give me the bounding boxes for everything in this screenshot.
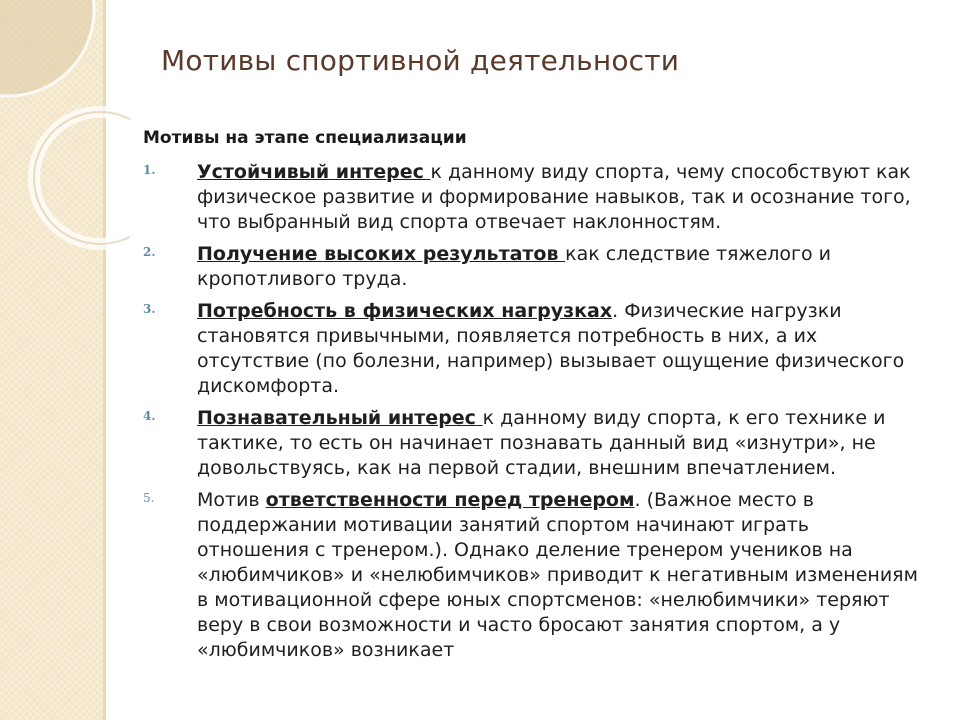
list-item <box>143 160 923 235</box>
item-text <box>197 488 923 663</box>
decorative-rings <box>0 0 130 260</box>
item-rest: к данному виду спорта, чему способствуют как физическое развитие и формирование навыков, так и осознание того, что выбранный вид спорта отвечает наклонностям. <box>197 161 911 233</box>
item-number: 5. <box>143 491 155 505</box>
item-key-phrase: Устойчивый интерес <box>197 161 431 183</box>
slide-content <box>143 126 923 670</box>
item-text <box>197 160 923 235</box>
item-key-phrase: Познавательный интерес <box>197 407 483 429</box>
slide-title: Мотивы спортивной деятельности <box>161 44 680 77</box>
item-number: 3. <box>143 302 156 316</box>
item-rest: к данному виду спорта, к его технике и тактике, то есть он начинает познавать данный вид «изнутри», не довольствуясь, как на первой стадии, внешним впечатлением. <box>197 407 886 479</box>
item-prefix: Мотив <box>197 489 266 511</box>
item-key-phrase: Потребность в физических нагрузках <box>197 300 613 322</box>
item-text <box>197 242 923 292</box>
list-item <box>143 488 923 663</box>
item-key-phrase: Получение высоких результатов <box>197 243 566 265</box>
list-item <box>143 406 923 481</box>
slide-subtitle: Мотивы на этапе специализации <box>143 128 467 148</box>
item-number: 2. <box>143 245 156 259</box>
list-item <box>143 242 923 292</box>
item-text <box>197 406 923 481</box>
motives-list <box>143 160 923 663</box>
list-item <box>143 299 923 399</box>
item-rest: . Физические нагрузки становятся привычными, появляется потребность в них, а их отсутствие (по болезни, например) вызывает ощущение физического дискомфорта. <box>197 300 905 397</box>
item-rest: . (Важное место в поддержании мотивации занятий спортом начинают играть отношения с тренером.). Однако деление тренером учеников на «любимчиков» и «нелюбимчиков» приводит к негативным изменениям в мотивационной сфере юных спортсменов: «нелюбимчики» теряют веру в свои возможности и часто бросают занятия спортом, а у «любимчиков» возникает <box>197 489 918 661</box>
item-number: 1. <box>143 163 156 177</box>
item-key-phrase: ответственности перед тренером <box>265 489 635 511</box>
item-text <box>197 299 923 399</box>
item-number: 4. <box>143 409 156 423</box>
item-rest: как следствие тяжелого и кропотливого труда. <box>197 243 832 290</box>
